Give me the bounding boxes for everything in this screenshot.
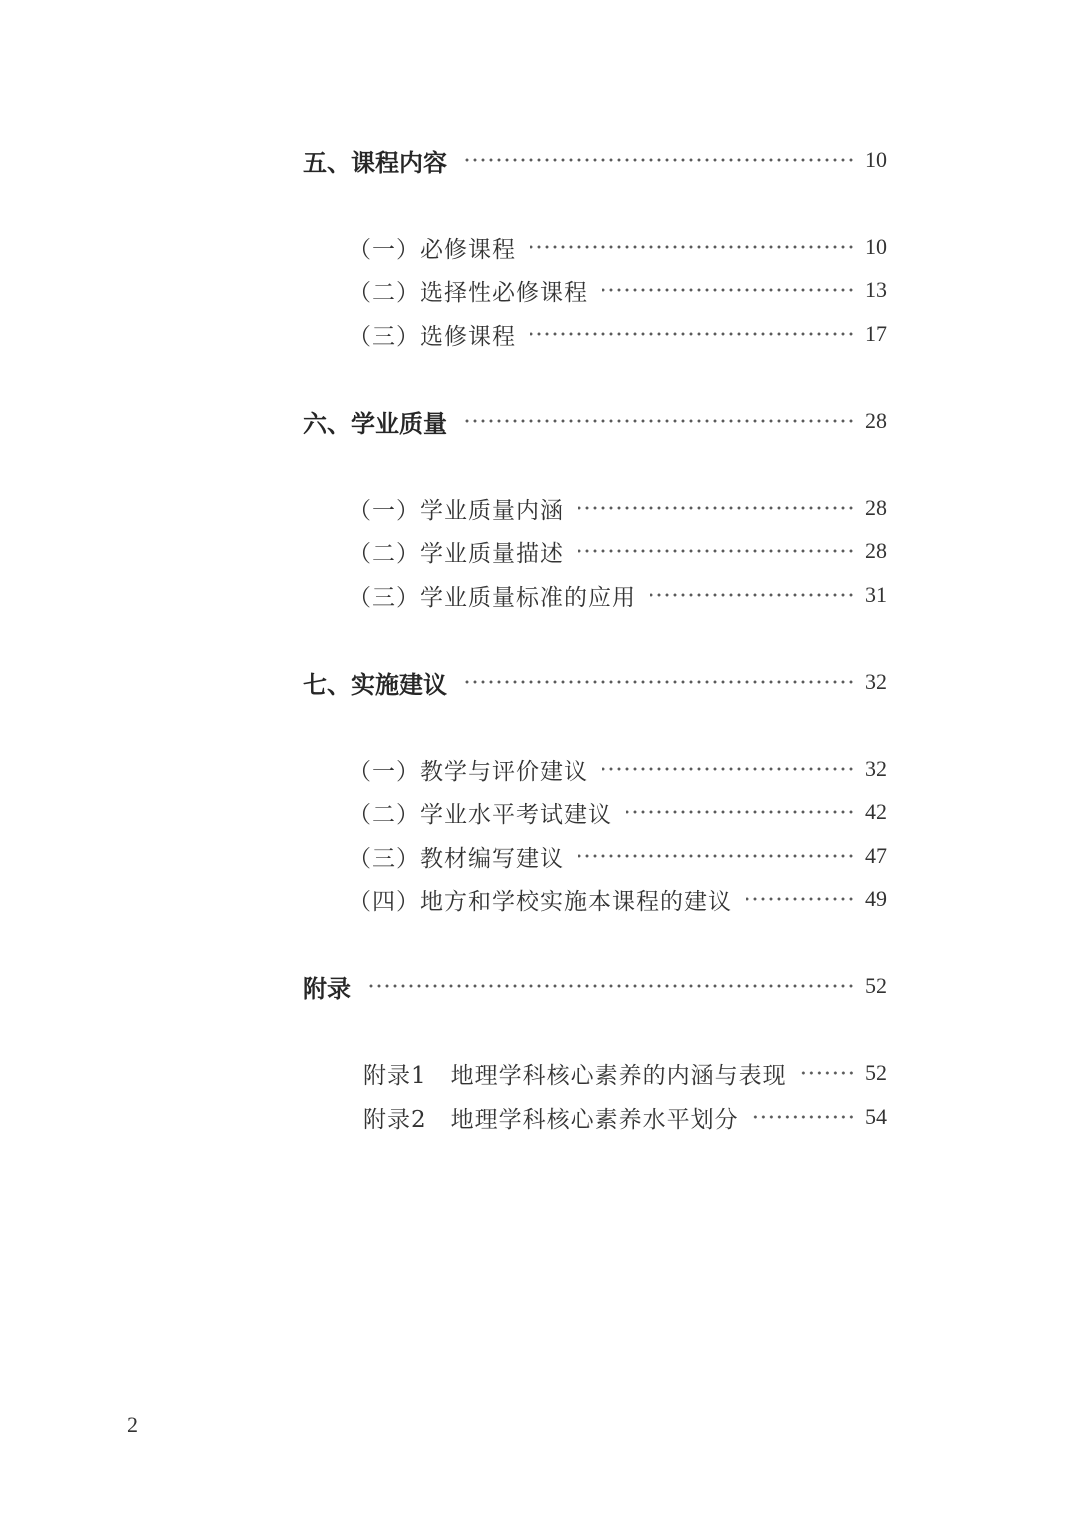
toc-subsection-5-3 [348, 314, 887, 354]
toc-title: 附录 [303, 973, 351, 1003]
toc-page-number: 52 [865, 973, 887, 998]
dot-leader [746, 897, 855, 901]
toc-page-number: 28 [865, 495, 887, 520]
toc-page-number: 42 [865, 799, 887, 824]
dot-leader [461, 419, 855, 423]
toc-title: （一）教学与评价建议 [348, 758, 588, 785]
toc-subsection-7-4 [348, 879, 887, 919]
toc-title: 六、学业质量 [303, 408, 447, 438]
toc-title: （三）学业质量标准的应用 [348, 584, 636, 611]
toc-page-number: 47 [865, 843, 887, 868]
toc-section-6 [303, 401, 887, 441]
toc-subsection-6-3 [348, 575, 887, 615]
toc-page-number: 10 [865, 234, 887, 259]
dot-leader [461, 680, 855, 684]
toc-title: 七、实施建议 [303, 669, 447, 699]
toc-page-number: 13 [865, 277, 887, 302]
dot-leader [461, 158, 855, 162]
toc-page-number: 54 [865, 1104, 887, 1129]
toc-subsection-7-1 [348, 749, 887, 789]
toc-subsection-5-1 [348, 227, 887, 267]
toc-title: （三）教材编写建议 [348, 845, 564, 872]
dot-leader [578, 854, 855, 858]
dot-leader [602, 288, 855, 292]
dot-leader [650, 593, 855, 597]
dot-leader [530, 245, 855, 249]
dot-leader [753, 1115, 855, 1119]
dot-leader [578, 506, 855, 510]
dot-leader [530, 332, 855, 336]
toc-title: 附录2 地理学科核心素养水平划分 [363, 1106, 739, 1133]
toc-page-number: 28 [865, 408, 887, 433]
toc-title: 五、课程内容 [303, 147, 447, 177]
toc-title: （一）学业质量内涵 [348, 497, 564, 524]
toc-page-number: 10 [865, 147, 887, 172]
toc-page-number: 49 [865, 886, 887, 911]
toc-title: （二）选择性必修课程 [348, 279, 588, 306]
toc-title: （一）必修课程 [348, 236, 516, 263]
toc-subsection-7-3 [348, 836, 887, 876]
toc-title: （二）学业质量描述 [348, 540, 564, 567]
dot-leader [365, 984, 855, 988]
dot-leader [801, 1071, 855, 1075]
toc-title: （二）学业水平考试建议 [348, 801, 612, 828]
dot-leader [602, 767, 855, 771]
toc-subsection-5-2 [348, 270, 887, 310]
toc-title: （四）地方和学校实施本课程的建议 [348, 888, 732, 915]
toc-page-number: 52 [865, 1060, 887, 1085]
toc-subsection-6-1 [348, 488, 887, 528]
toc-section-5 [303, 140, 887, 180]
toc-page-number: 32 [865, 756, 887, 781]
toc-section-7 [303, 662, 887, 702]
dot-leader [626, 810, 855, 814]
toc-appendix-2 [363, 1097, 887, 1137]
toc-title: （三）选修课程 [348, 323, 516, 350]
toc-page-number: 28 [865, 538, 887, 563]
dot-leader [578, 549, 855, 553]
toc-page-number: 32 [865, 669, 887, 694]
toc-appendix-1 [363, 1053, 887, 1093]
toc-subsection-7-2 [348, 792, 887, 832]
toc-subsection-6-2 [348, 531, 887, 571]
toc-page-number: 17 [865, 321, 887, 346]
toc-title: 附录1 地理学科核心素养的内涵与表现 [363, 1062, 787, 1089]
toc-appendix [303, 966, 887, 1006]
toc-page-number: 31 [865, 582, 887, 607]
page-number: 2 [127, 1412, 138, 1437]
